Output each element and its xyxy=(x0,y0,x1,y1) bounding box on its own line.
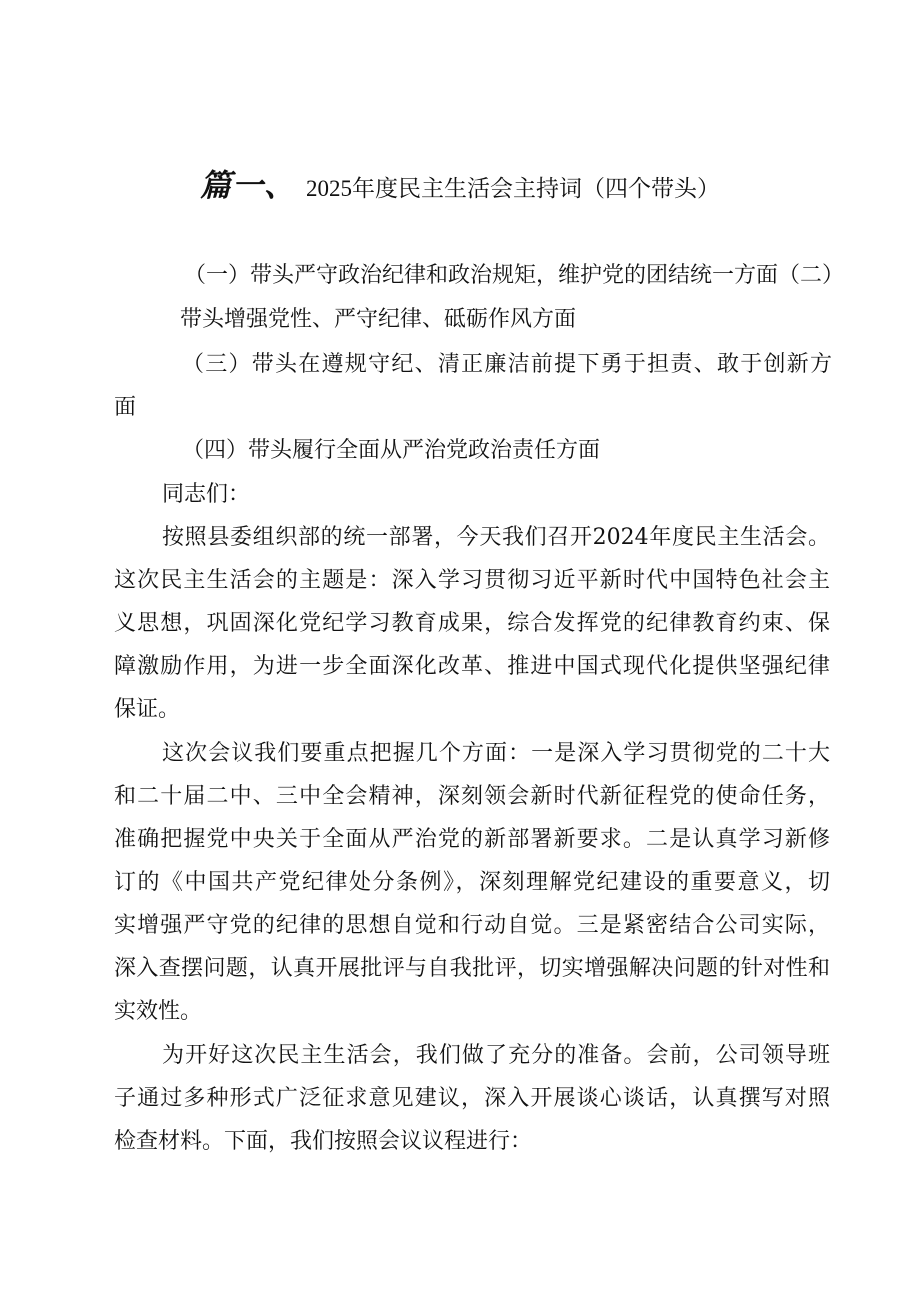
body-line: （一）带头严守政治纪律和政治规矩，维护党的团结统一方面（二） xyxy=(184,263,845,288)
title-prefix: 篇一、 xyxy=(200,168,296,204)
body-line: 实效性。 xyxy=(114,999,203,1024)
body-line: 这次民主生活会的主题是：深入学习贯彻习近平新时代中国特色社会主 xyxy=(114,568,830,593)
body-line: 和二十届二中、三中全会精神，深刻领会新时代新征程党的使命任务， xyxy=(114,784,830,809)
body-line: 保证。 xyxy=(114,697,181,722)
body-line: 按照县委组织部的统一部署，今天我们召开2024年度民主生活会。 xyxy=(162,525,830,550)
body-line: 子通过多种形式广泛征求意见建议，深入开展谈心谈话，认真撰写对照 xyxy=(114,1086,830,1111)
body-line: 为开好这次民主生活会，我们做了充分的准备。会前，公司领导班 xyxy=(162,1043,830,1068)
body-line: 义思想，巩固深化党纪学习教育成果，综合发挥党的纪律教育约束、保 xyxy=(114,611,830,636)
body-line: 面 xyxy=(114,395,137,420)
body-line: 实增强严守党的纪律的思想自觉和行动自觉。三是紧密结合公司实际， xyxy=(114,913,830,938)
body-line: 同志们： xyxy=(162,482,251,507)
body-line: 检查材料。下面，我们按照会议议程进行： xyxy=(114,1129,533,1154)
body-line: 障激励作用，为进一步全面深化改革、推进中国式现代化提供坚强纪律 xyxy=(114,654,830,679)
body-line: （四）带头履行全面从严治党政治责任方面 xyxy=(182,438,601,463)
title-main: 2025年度民主生活会主持词（四个带头） xyxy=(306,176,720,201)
body-line: 订的《中国共产党纪律处分条例》，深刻理解党纪建设的重要意义，切 xyxy=(114,870,830,895)
body-line: 这次会议我们要重点把握几个方面：一是深入学习贯彻党的二十大 xyxy=(162,741,830,766)
body-line: 准确把握党中央关于全面从严治党的新部署新要求。二是认真学习新修 xyxy=(114,827,830,852)
body-line: （三）带头在遵规守纪、清正廉洁前提下勇于担责、敢于创新方 xyxy=(182,352,832,377)
body-line: 带头增强党性、严守纪律、砥砺作风方面 xyxy=(180,307,577,332)
document-title xyxy=(0,160,920,205)
body-line: 深入查摆问题，认真开展批评与自我批评，切实增强解决问题的针对性和 xyxy=(114,956,830,981)
